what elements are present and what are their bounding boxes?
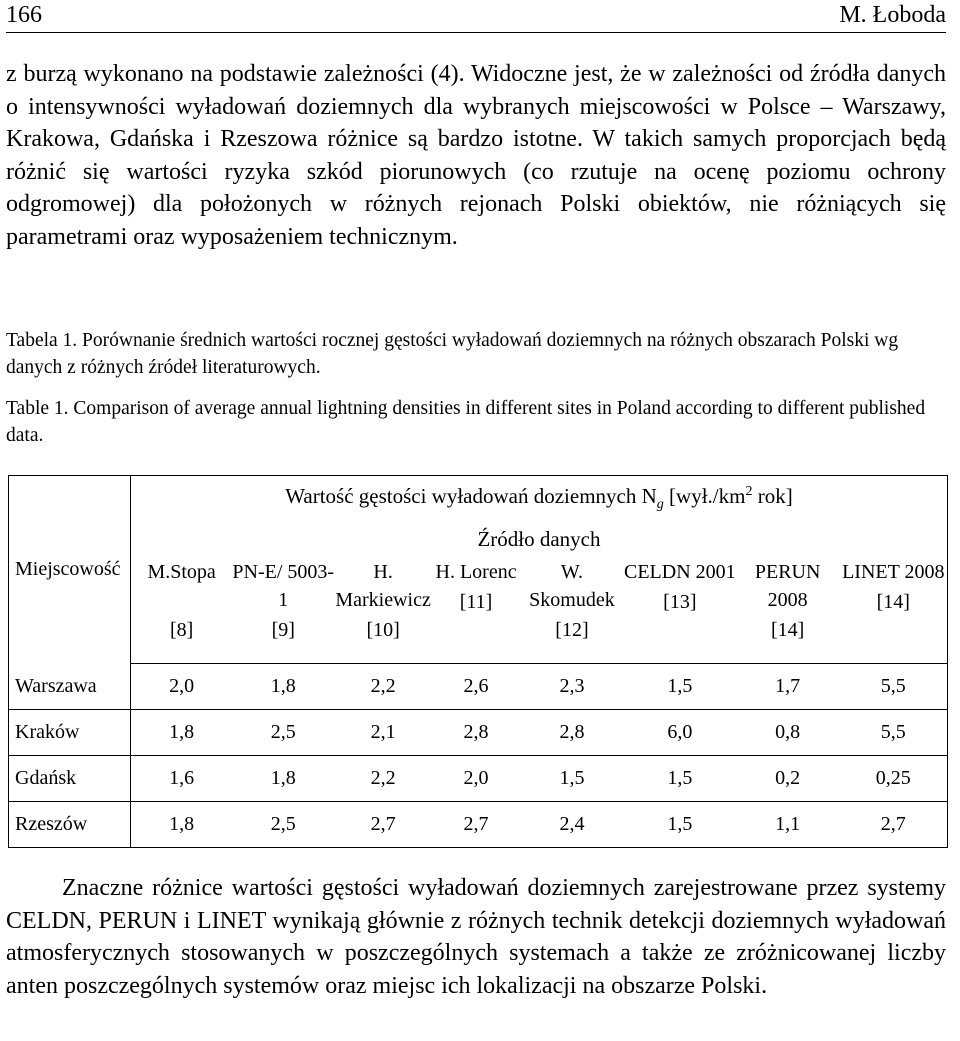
- table-cell: 1,8: [130, 801, 232, 847]
- source-ref: [14]: [876, 591, 910, 613]
- source-ref: [13]: [663, 591, 697, 613]
- table-cell: 2,5: [232, 709, 334, 755]
- row-city: Rzeszów: [9, 801, 131, 847]
- source-col-stopa: [130, 558, 232, 664]
- title-subscript: g: [656, 497, 664, 513]
- source-ref: [9]: [271, 619, 295, 641]
- title-text: Wartość gęstości wyładowań doziemnych N: [285, 484, 657, 509]
- table-cell: 5,5: [840, 709, 948, 755]
- source-col-lorenc: [432, 558, 520, 664]
- source-col-pn: [232, 558, 334, 664]
- table-cell: 2,0: [130, 664, 232, 710]
- table-cell: 5,5: [840, 664, 948, 710]
- source-col-skomudek: [520, 558, 624, 664]
- table-row: [9, 755, 948, 801]
- title-unit-suffix: rok]: [752, 484, 793, 509]
- source-ref: [8]: [169, 619, 194, 641]
- body-paragraph-1: z burzą wykonano na podstawie zależności (4). Widoczne jest, że w zależności od źródła danych o intensywności wyładowań doziemnych dla wybranych miejscowości w Polsce – Warszawy, Krakowa, Gdańska i Rzeszowa różnice są bardzo istotne. W takich samych proporcjach będą różnić się wartości ryzyka szkód piorunowych (co rzutuje na ocenę poziomu ochrony odgromowej) dla położonych w różnych rejonach Polski obiektów, nie różniących się parametrami oraz wyposażeniem technicznym.: [6, 61, 946, 250]
- table-cell: 2,4: [520, 801, 624, 847]
- source-name: PERUN 2008: [754, 561, 821, 611]
- table-cell: 1,6: [130, 755, 232, 801]
- table-cell: 2,3: [520, 664, 624, 710]
- row-city: Gdańsk: [9, 755, 131, 801]
- column-header-city: [9, 476, 131, 664]
- source-ref: [10]: [366, 619, 400, 641]
- title-unit: [wył./km: [663, 484, 746, 509]
- table-cell: 0,25: [840, 755, 948, 801]
- source-name: LINET 2008: [842, 561, 945, 583]
- source-name: W. Skomudek: [529, 561, 615, 611]
- city-header-label: Miejscowość: [15, 558, 121, 581]
- source-name: H. Markiewicz: [335, 561, 431, 611]
- source-name: H. Lorenc: [435, 561, 517, 583]
- source-header: Źródło danych: [130, 521, 947, 558]
- table-cell: 1,5: [624, 755, 736, 801]
- table-caption-english: Table 1. Comparison of average annual lightning densities in different sites in Poland according to different published data.: [6, 398, 926, 446]
- table-cell: 2,1: [334, 709, 432, 755]
- running-head-author: M. Łoboda: [839, 2, 946, 28]
- source-ref: [14]: [771, 619, 805, 641]
- table-cell: 1,8: [130, 709, 232, 755]
- title-unit-superscript: 2: [745, 484, 753, 500]
- table-value-title: [130, 476, 947, 522]
- table-cell: 2,2: [334, 664, 432, 710]
- table-cell: 1,5: [624, 801, 736, 847]
- body-paragraph-2: Znaczne różnice wartości gęstości wyładowań doziemnych zarejestrowane przez systemy CELDN, PERUN i LINET wynikają głównie z różnych technik detekcji doziemnych wyładowań atmosferycznych stosowanych w poszczególnych systemach a także ze zróżnicowanej liczby anten poszczególnych systemów oraz miejsc ich lokalizacji na obszarze Polski.: [6, 875, 946, 999]
- table-cell: 1,7: [736, 664, 840, 710]
- source-name: M.Stopa: [147, 561, 216, 583]
- source-name: PN-E/ 5003-1: [232, 561, 335, 611]
- table-row: [9, 709, 948, 755]
- table-cell: 2,7: [334, 801, 432, 847]
- page-number: 166: [6, 2, 42, 28]
- table-cell: 1,1: [736, 801, 840, 847]
- source-name: CELDN 2001: [623, 561, 736, 583]
- table-cell: 0,8: [736, 709, 840, 755]
- table-cell: 2,6: [432, 664, 520, 710]
- source-ref: [12]: [555, 619, 589, 641]
- table-cell: 1,5: [624, 664, 736, 710]
- table-cell: 2,8: [520, 709, 624, 755]
- row-city: Kraków: [9, 709, 131, 755]
- source-col-celdn: [624, 558, 736, 664]
- row-city: Warszawa: [9, 664, 131, 710]
- table-cell: 1,8: [232, 755, 334, 801]
- table-caption-polish: Tabela 1. Porównanie średnich wartości rocznej gęstości wyładowań doziemnych na różnych obszarach Polski wg danych z różnych źródeł literaturowych.: [6, 330, 899, 378]
- table-cell: 2,7: [432, 801, 520, 847]
- table-cell: 2,5: [232, 801, 334, 847]
- source-ref: [11]: [459, 591, 493, 613]
- table-cell: 2,2: [334, 755, 432, 801]
- source-col-markiewicz: [334, 558, 432, 664]
- lightning-density-table: [8, 475, 948, 848]
- table-cell: 2,7: [840, 801, 948, 847]
- table-cell: 1,8: [232, 664, 334, 710]
- source-col-linet: [840, 558, 948, 664]
- page-header: [6, 0, 946, 33]
- table-cell: 2,0: [432, 755, 520, 801]
- table-cell: 2,8: [432, 709, 520, 755]
- table-row: [9, 801, 948, 847]
- table-row: [9, 664, 948, 710]
- table-cell: 0,2: [736, 755, 840, 801]
- table-cell: 1,5: [520, 755, 624, 801]
- source-col-perun: [736, 558, 840, 664]
- table-cell: 6,0: [624, 709, 736, 755]
